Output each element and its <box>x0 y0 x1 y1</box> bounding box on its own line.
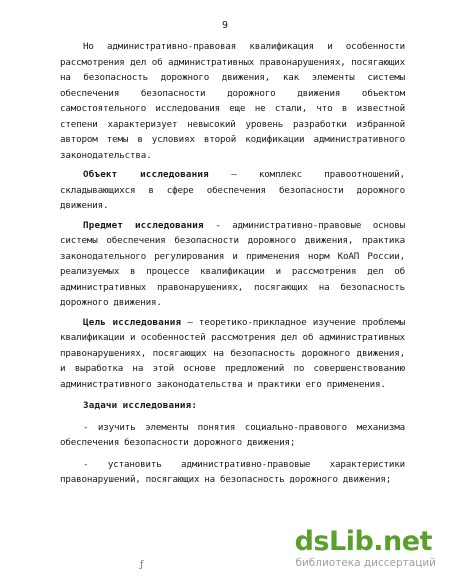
paragraph-tasks-heading <box>60 398 405 414</box>
paragraph-text: – комплекс правоотношений, складывающихся в сфере обеспечения безопасности дорожного движения. <box>60 169 406 211</box>
paragraph-text: - административно-правовые основы системы обеспечения безопасности дорожного движения, практика законодательного регулирования и применения норм КоАП России, реализуемых в процессе квалификации и рассмотрения дел об административных правонарушениях, посягающих на безопасность дорожного движения. <box>60 219 405 308</box>
term-tasks: Задачи исследования: <box>83 400 198 411</box>
paragraph-text: - изучить элементы понятия социально-правового механизма обеспечения безопасности дорожного движения; <box>60 421 405 448</box>
watermark-domain: dsLib.net <box>294 526 432 557</box>
document-body <box>60 39 405 488</box>
paragraph-text: Но административно-правовая квалификация и особенности рассмотрения дел об административных правонарушениях, посягающих на безопасность дорожного движения, как элементы системы обеспечения безопасности дорожного движения объектом самостоятельного исследования еще не стали, что в известной степени характеризует невысокий уровень разработки избранной автором темы в условиях второй кодификации административного законодательства. <box>60 41 405 161</box>
paragraph-intro <box>60 39 405 163</box>
paragraph-task-1 <box>60 420 405 451</box>
term-object: Объект исследования <box>83 169 209 180</box>
paragraph-goal <box>60 315 405 393</box>
paragraph-object <box>60 167 405 214</box>
paragraph-text: – теоретико-прикладное изучение проблемы квалификации и особенностей рассмотрения дел об административных правонарушениях, посягающих на безопасность дорожного движения, и выработка на этой основе предложений по совершенствованию административного законодательства и практики его применения. <box>60 316 405 390</box>
paragraph-task-2 <box>60 457 405 488</box>
paragraph-subject <box>60 218 405 311</box>
page-number: 9 <box>221 20 229 31</box>
term-goal: Цель исследования <box>83 316 182 328</box>
margin-mark: ƒ <box>140 560 144 570</box>
term-subject: Предмет исследования <box>83 219 204 231</box>
watermark-caption: библиотека диссертаций <box>295 557 436 569</box>
paragraph-text: - установить административно-правовые характеристики правонарушений, посягающих на безопасность дорожного движения; <box>60 458 405 485</box>
watermark <box>282 526 442 572</box>
